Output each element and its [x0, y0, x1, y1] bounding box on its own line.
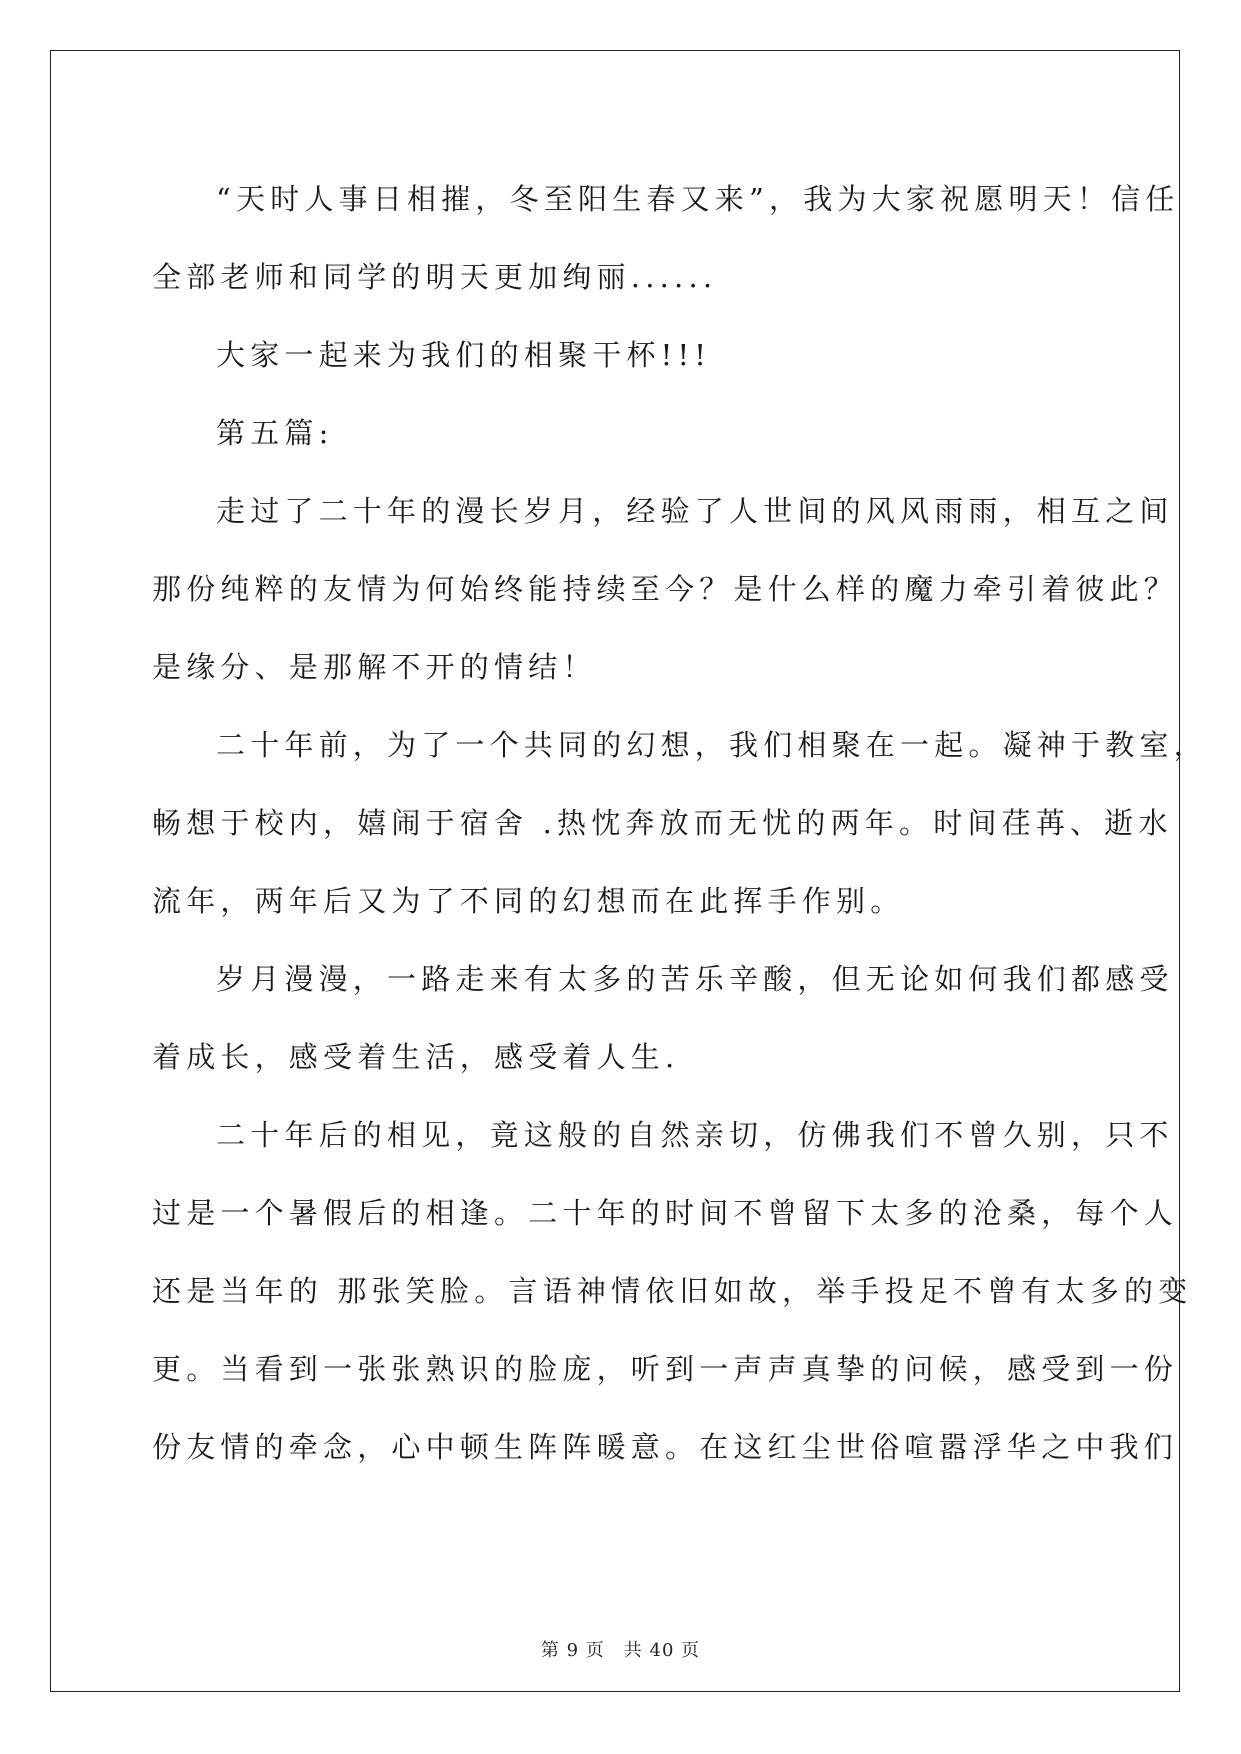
text-line: 过是一个暑假后的相逢。二十年的时间不曾留下太多的沧桑，每个人 [152, 1196, 1179, 1230]
text-line: 二十年前，为了一个共同的幻想，我们相聚在一起。凝神于教室， [216, 728, 1208, 762]
text-line: 走过了二十年的漫长岁月，经验了人世间的风风雨雨，相互之间 [216, 494, 1174, 528]
text-line: “天时人事日相摧，冬至阳生春又来”，我为大家祝愿明天！信任 [216, 182, 1180, 216]
document-body [152, 160, 1208, 1486]
text-line: 是缘分、是那解不开的情结！ [152, 650, 597, 684]
text-line: 份友情的牵念，心中顿生阵阵暖意。在这红尘世俗喧嚣浮华之中我们 [152, 1430, 1179, 1464]
text-line: 二十年后的相见，竟这般的自然亲切，仿佛我们不曾久别，只不 [216, 1118, 1174, 1152]
text-line: 还是当年的 那张笑脸。言语神情依旧如故，举手投足不曾有太多的变 [152, 1274, 1193, 1308]
text-line: 更。当看到一张张熟识的脸庞，听到一声声真挚的问候，感受到一份 [152, 1352, 1179, 1386]
text-line: 着成长，感受着生活，感受着人生. [152, 1040, 680, 1074]
text-line: 全部老师和同学的明天更加绚丽...... [152, 260, 718, 294]
text-line: 岁月漫漫，一路走来有太多的苦乐辛酸，但无论如何我们都感受 [216, 962, 1174, 996]
section-heading: 第五篇: [216, 416, 334, 450]
text-line: 流年，两年后又为了不同的幻想而在此挥手作别。 [152, 884, 905, 918]
page-number: 第 9 页 共 40 页 [540, 1640, 701, 1661]
text-line: 大家一起来为我们的相聚干杯!!! [216, 338, 712, 372]
text-line: 畅想于校内，嬉闹于宿舍 .热忱奔放而无忧的两年。时间荏苒、逝水 [152, 806, 1173, 840]
text-line: 那份纯粹的友情为何始终能持续至今？是什么样的魔力牵引着彼此？ [152, 572, 1179, 606]
